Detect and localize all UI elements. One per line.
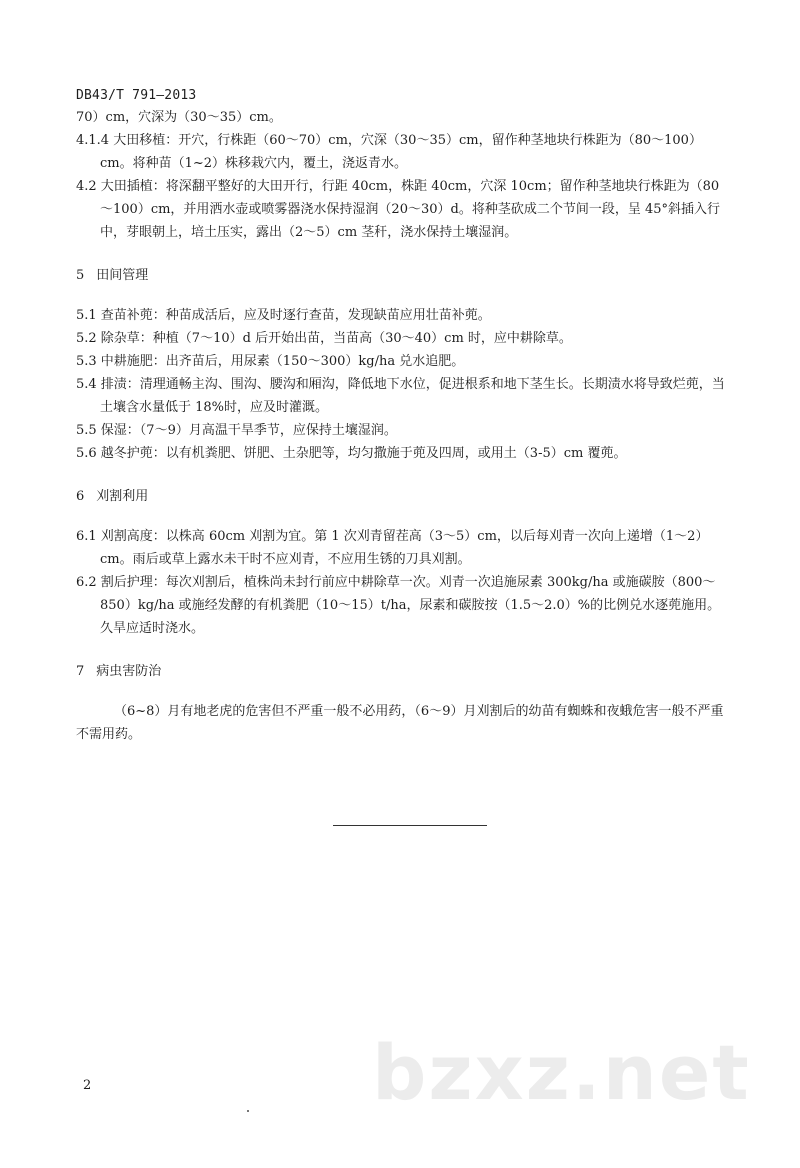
section-title: 刈割利用: [96, 489, 149, 504]
paragraph: 5.5 保湿：（7～9）月高温干旱季节，应保持土壤湿润。: [76, 423, 397, 438]
paragraph: 5.4 排渍：清理通畅主沟、围沟、腰沟和厢沟，降低地下水位，促进根系和地下茎生长。长期渍水将导致烂蔸，当土壤含水量低于 18%时，应及时灌溉。: [76, 377, 725, 415]
section-title: 病虫害防治: [96, 664, 162, 679]
document-code: DB43/T 791—2013: [76, 88, 197, 103]
paragraph: 70）cm，穴深为（30～35）cm。: [76, 110, 282, 125]
section-heading: [76, 266, 730, 286]
paragraph: 5.3 中耕施肥：出齐苗后，用尿素（150～300）kg/ha 兑水追肥。: [76, 354, 465, 369]
section-heading: [76, 662, 730, 682]
paragraph: 5.2 除杂草：种植（7～10）d 后开始出苗，当苗高（30～40）cm 时，应中耕除草。: [76, 331, 572, 346]
paragraph: 4.1.4 大田移植：开穴，行株距（60～70）cm，穴深（30～35）cm，留作种茎地块行株距为（80～100）cm。将种苗（1~2）株移栽穴内，覆土，浇返青水。: [76, 133, 702, 171]
paragraph: 6.2 割后护理：每次刈割后，植株尚未封行前应中耕除草一次。刈青一次追施尿素 300kg/ha 或施碳胺（800～850）kg/ha 或施经发酵的有机粪肥（10～15）t/ha，尿素和碳胺按（1.5～2.0）%的比例兑水逐蔸施用。久旱应适时浇水。: [76, 575, 721, 636]
section-number: 7: [76, 664, 85, 679]
scan-speck: [247, 1110, 249, 1112]
watermark: bzxz.net: [372, 1028, 751, 1117]
paragraph: 4.2 大田插植：将深翻平整好的大田开行，行距 40cm，株距 40cm，穴深 10cm；留作种茎地块行株距为（80～100）cm，并用洒水壶或喷雾器浇水保持湿润（20～30）d。将种茎砍成二个节间一段，呈 45°斜插入行中，芽眼朝上，培土压实，露出（2～5）cm 茎秆，浇水保持土壤湿润。: [76, 179, 721, 240]
section-heading: [76, 487, 730, 507]
paragraph: 5.6 越冬护蔸：以有机粪肥、饼肥、土杂肥等，均匀撒施于蔸及四周，或用土（3-5）cm 覆蔸。: [76, 446, 627, 461]
document-body: [76, 106, 730, 746]
paragraph: 5.1 查苗补蔸：种苗成活后，应及时逐行查苗，发现缺苗应用壮苗补蔸。: [76, 308, 491, 323]
paragraph: 6.1 刈割高度：以株高 60cm 刈割为宜。第 1 次刈青留茬高（3～5）cm，以后每刈青一次向上递增（1～2）cm。雨后或草上露水未干时不应刈青，不应用生锈的刀具刈割。: [76, 529, 709, 567]
section-title: 田间管理: [96, 268, 149, 283]
paragraph: （6~8）月有地老虎的危害但不严重一般不必用药，（6～9）月刈割后的幼苗有蜘蛛和夜蛾危害一般不严重不需用药。: [76, 704, 724, 742]
end-separator-line: [333, 825, 487, 826]
page-number: 2: [83, 1078, 92, 1093]
section-number: 6: [76, 489, 85, 504]
section-number: 5: [76, 268, 85, 283]
